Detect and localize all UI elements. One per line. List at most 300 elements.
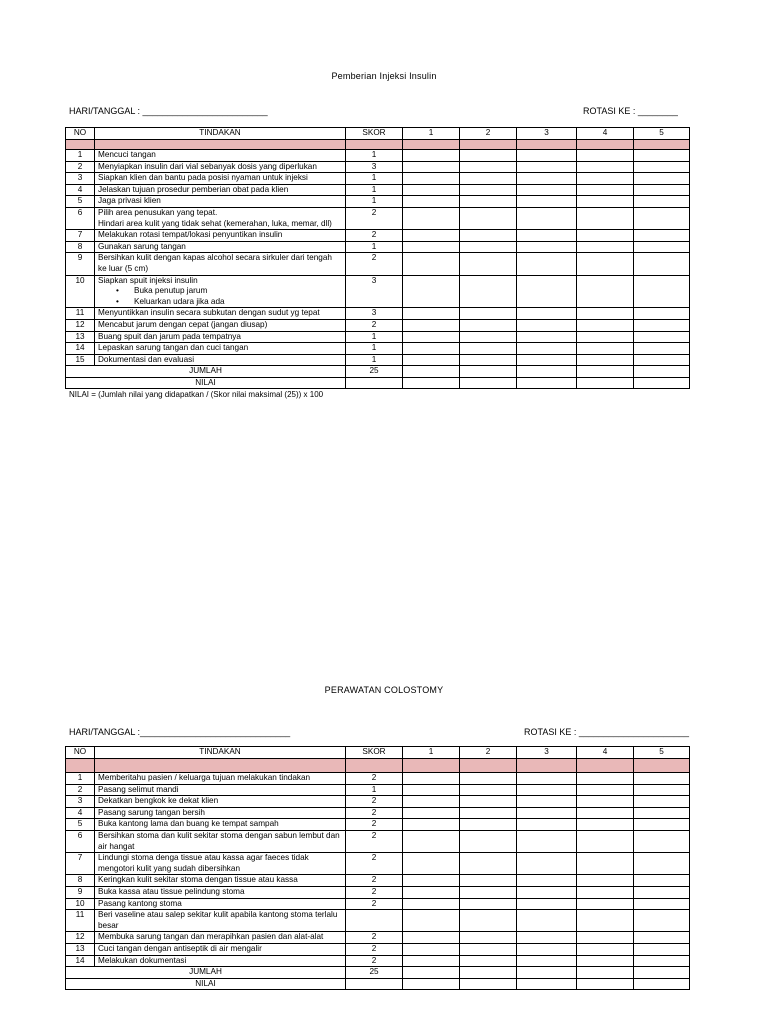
step-score: 2 [346, 773, 403, 785]
rotation-2-score-cell[interactable] [460, 173, 517, 185]
header-tindakan: TINDAKAN [95, 128, 346, 140]
rotation-2-score-cell[interactable] [460, 253, 517, 275]
rotation-2-score-cell[interactable] [460, 910, 517, 932]
form1-date-field[interactable]: HARI/TANGGAL : _________________________ [69, 106, 268, 116]
step-score: 2 [346, 830, 403, 852]
step-number: 11 [66, 308, 95, 320]
rotation-4-score-cell[interactable] [577, 308, 634, 320]
step-number: 4 [66, 807, 95, 819]
step-action-text: Membuka sarung tangan dan merapihkan pasien dan alat-alat [98, 932, 324, 942]
form1-title: Pemberian Injeksi Insulin [331, 71, 437, 81]
rotation-5-score-cell[interactable] [634, 196, 690, 208]
rotation-1-score-cell[interactable] [403, 955, 460, 967]
step-number: 3 [66, 796, 95, 808]
step-score: 1 [346, 241, 403, 253]
rotation-5-score-cell[interactable] [634, 207, 690, 229]
grade-cell-1[interactable] [403, 978, 460, 990]
rotation-4-score-cell[interactable] [577, 343, 634, 355]
rotation-2-score-cell[interactable] [460, 308, 517, 320]
rotation-3-score-cell[interactable] [517, 184, 577, 196]
rotation-1-score-cell[interactable] [403, 207, 460, 229]
step-number: 10 [66, 275, 95, 308]
rotation-3-score-cell[interactable] [517, 308, 577, 320]
rotation-3-score-cell[interactable] [517, 955, 577, 967]
table-row [66, 150, 690, 162]
table-row [66, 807, 690, 819]
grade-cell-1[interactable] [403, 377, 460, 389]
table-row [66, 354, 690, 366]
total-row [66, 967, 690, 979]
rotation-4-score-cell[interactable] [577, 354, 634, 366]
rotation-3-score-cell[interactable] [517, 354, 577, 366]
grade-cell-3[interactable] [517, 377, 577, 389]
total-cell-4[interactable] [577, 366, 634, 378]
step-action-text: Buka kantong lama dan buang ke tempat sampah [98, 819, 279, 829]
header-rotation-2: 2 [460, 128, 517, 140]
rotation-3-score-cell[interactable] [517, 253, 577, 275]
rotation-5-score-cell[interactable] [634, 275, 690, 308]
rotation-4-score-cell[interactable] [577, 932, 634, 944]
rotation-3-score-cell[interactable] [517, 150, 577, 162]
step-action-text: Dokumentasi dan evaluasi [98, 354, 195, 364]
rotation-1-score-cell[interactable] [403, 184, 460, 196]
step-action [95, 796, 346, 808]
form2-rotation-field[interactable]: ROTASI KE : ______________________ [524, 727, 689, 737]
rotation-3-score-cell[interactable] [517, 207, 577, 229]
step-number: 5 [66, 819, 95, 831]
step-sub-item-text: Keluarkan udara jika ada [134, 296, 225, 306]
grade-label: NILAI [66, 377, 346, 389]
step-action [95, 932, 346, 944]
total-cell-1[interactable] [403, 366, 460, 378]
rotation-1-score-cell[interactable] [403, 253, 460, 275]
rotation-4-score-cell[interactable] [577, 161, 634, 173]
step-action-text: Jaga privasi klien [98, 196, 161, 206]
rotation-2-score-cell[interactable] [460, 241, 517, 253]
rotation-3-score-cell[interactable] [517, 784, 577, 796]
rotation-4-score-cell[interactable] [577, 230, 634, 242]
step-number: 13 [66, 943, 95, 955]
step-number: 9 [66, 886, 95, 898]
step-number: 1 [66, 150, 95, 162]
rotation-5-score-cell[interactable] [634, 955, 690, 967]
rotation-3-score-cell[interactable] [517, 161, 577, 173]
highlight-row [66, 140, 690, 150]
grade-cell-2[interactable] [460, 978, 517, 990]
total-cell-3[interactable] [517, 967, 577, 979]
grade-cell-2[interactable] [460, 377, 517, 389]
table-row [66, 898, 690, 910]
step-action-text: Buang spuit dan jarum pada tempatnya [98, 331, 241, 341]
step-action [95, 319, 346, 331]
rotation-1-score-cell[interactable] [403, 308, 460, 320]
step-number: 8 [66, 875, 95, 887]
rotation-1-score-cell[interactable] [403, 853, 460, 875]
step-action [95, 853, 346, 875]
step-action-text: Menyuntikkan insulin secara subkutan dengan sudut yg tepat [98, 308, 320, 318]
table-row [66, 853, 690, 875]
step-score: 1 [346, 196, 403, 208]
rotation-2-score-cell[interactable] [460, 331, 517, 343]
total-cell-3[interactable] [517, 366, 577, 378]
rotation-4-score-cell[interactable] [577, 910, 634, 932]
highlight-row [66, 759, 690, 773]
rotation-5-score-cell[interactable] [634, 910, 690, 932]
rotation-2-score-cell[interactable] [460, 830, 517, 852]
step-score: 1 [346, 331, 403, 343]
rotation-3-score-cell[interactable] [517, 343, 577, 355]
total-cell-2[interactable] [460, 366, 517, 378]
rotation-1-score-cell[interactable] [403, 331, 460, 343]
step-score: 2 [346, 932, 403, 944]
rotation-4-score-cell[interactable] [577, 331, 634, 343]
form2-checklist-table [65, 746, 690, 990]
rotation-3-score-cell[interactable] [517, 807, 577, 819]
table-row [66, 308, 690, 320]
step-number: 6 [66, 207, 95, 229]
step-action-text: Cuci tangan dengan antiseptik di air mengalir [98, 943, 262, 953]
step-score: 2 [346, 875, 403, 887]
header-skor: SKOR [346, 128, 403, 140]
rotation-1-score-cell[interactable] [403, 173, 460, 185]
step-action [95, 331, 346, 343]
rotation-3-score-cell[interactable] [517, 196, 577, 208]
rotation-3-score-cell[interactable] [517, 319, 577, 331]
rotation-1-score-cell[interactable] [403, 319, 460, 331]
step-score: 3 [346, 161, 403, 173]
rotation-5-score-cell[interactable] [634, 343, 690, 355]
step-action [95, 807, 346, 819]
rotation-3-score-cell[interactable] [517, 173, 577, 185]
step-action-text: Beri vaseline atau salep sekitar kulit apabila kantong stoma terlalu besar [98, 910, 338, 930]
rotation-2-score-cell[interactable] [460, 943, 517, 955]
rotation-2-score-cell[interactable] [460, 161, 517, 173]
step-action-text: Pasang sarung tangan bersih [98, 807, 205, 817]
rotation-2-score-cell[interactable] [460, 898, 517, 910]
rotation-3-score-cell[interactable] [517, 853, 577, 875]
total-cell-4[interactable] [577, 967, 634, 979]
rotation-3-score-cell[interactable] [517, 886, 577, 898]
table-row [66, 173, 690, 185]
step-score: 2 [346, 207, 403, 229]
rotation-5-score-cell[interactable] [634, 853, 690, 875]
rotation-5-score-cell[interactable] [634, 932, 690, 944]
table-row [66, 331, 690, 343]
rotation-1-score-cell[interactable] [403, 932, 460, 944]
rotation-4-score-cell[interactable] [577, 275, 634, 308]
grade-cell-4[interactable] [577, 978, 634, 990]
rotation-1-score-cell[interactable] [403, 784, 460, 796]
rotation-3-score-cell[interactable] [517, 898, 577, 910]
rotation-1-score-cell[interactable] [403, 161, 460, 173]
rotation-1-score-cell[interactable] [403, 343, 460, 355]
table-row [66, 275, 690, 308]
rotation-5-score-cell[interactable] [634, 807, 690, 819]
step-action [95, 173, 346, 185]
rotation-2-score-cell[interactable] [460, 784, 517, 796]
table-row [66, 773, 690, 785]
step-action-text: Keringkan kulit sekitar stoma dengan tissue atau kassa [98, 875, 298, 885]
rotation-1-score-cell[interactable] [403, 230, 460, 242]
form2-title: PERAWATAN COLOSTOMY [324, 685, 444, 695]
rotation-4-score-cell[interactable] [577, 898, 634, 910]
rotation-2-score-cell[interactable] [460, 853, 517, 875]
rotation-1-score-cell[interactable] [403, 886, 460, 898]
rotation-5-score-cell[interactable] [634, 241, 690, 253]
rotation-3-score-cell[interactable] [517, 875, 577, 887]
rotation-2-score-cell[interactable] [460, 343, 517, 355]
header-rotation-2: 2 [460, 747, 517, 759]
rotation-3-score-cell[interactable] [517, 943, 577, 955]
rotation-4-score-cell[interactable] [577, 943, 634, 955]
rotation-5-score-cell[interactable] [634, 253, 690, 275]
step-number: 8 [66, 241, 95, 253]
table-row [66, 830, 690, 852]
rotation-4-score-cell[interactable] [577, 955, 634, 967]
grade-cell-5[interactable] [634, 377, 690, 389]
table-row [66, 196, 690, 208]
rotation-1-score-cell[interactable] [403, 354, 460, 366]
rotation-1-score-cell[interactable] [403, 796, 460, 808]
step-number: 9 [66, 253, 95, 275]
header-rotation-4: 4 [577, 747, 634, 759]
step-action-text: Mencuci tangan [98, 150, 156, 159]
rotation-4-score-cell[interactable] [577, 319, 634, 331]
rotation-3-score-cell[interactable] [517, 796, 577, 808]
step-action [95, 275, 346, 308]
step-action [95, 207, 346, 229]
step-number: 4 [66, 184, 95, 196]
step-action [95, 253, 346, 275]
rotation-1-score-cell[interactable] [403, 196, 460, 208]
step-score: 2 [346, 853, 403, 875]
rotation-4-score-cell[interactable] [577, 819, 634, 831]
step-number: 10 [66, 898, 95, 910]
grade-cell-5[interactable] [634, 978, 690, 990]
rotation-1-score-cell[interactable] [403, 830, 460, 852]
grade-formula: NILAI = (Jumlah nilai yang didapatkan / (Skor nilai maksimal (25)) x 100 [69, 390, 324, 399]
rotation-2-score-cell[interactable] [460, 886, 517, 898]
header-rotation-1: 1 [403, 128, 460, 140]
rotation-2-score-cell[interactable] [460, 807, 517, 819]
rotation-3-score-cell[interactable] [517, 819, 577, 831]
form1-rotation-field[interactable]: ROTASI KE : ________ [583, 106, 678, 116]
header-rotation-4: 4 [577, 128, 634, 140]
step-score: 2 [346, 807, 403, 819]
rotation-4-score-cell[interactable] [577, 150, 634, 162]
step-action [95, 230, 346, 242]
rotation-5-score-cell[interactable] [634, 230, 690, 242]
rotation-3-score-cell[interactable] [517, 275, 577, 308]
step-number: 3 [66, 173, 95, 185]
step-action-text: Pilih area penusukan yang tepat. [98, 207, 218, 217]
rotation-1-score-cell[interactable] [403, 819, 460, 831]
step-action [95, 241, 346, 253]
step-number: 14 [66, 955, 95, 967]
rotation-1-score-cell[interactable] [403, 875, 460, 887]
step-action [95, 161, 346, 173]
grade-label: NILAI [66, 978, 346, 990]
step-sub-item [98, 297, 342, 308]
rotation-5-score-cell[interactable] [634, 886, 690, 898]
rotation-2-score-cell[interactable] [460, 275, 517, 308]
rotation-2-score-cell[interactable] [460, 354, 517, 366]
step-number: 14 [66, 343, 95, 355]
step-action [95, 898, 346, 910]
rotation-4-score-cell[interactable] [577, 853, 634, 875]
rotation-4-score-cell[interactable] [577, 773, 634, 785]
grade-cell-4[interactable] [577, 377, 634, 389]
step-action [95, 910, 346, 932]
rotation-5-score-cell[interactable] [634, 150, 690, 162]
rotation-1-score-cell[interactable] [403, 150, 460, 162]
rotation-2-score-cell[interactable] [460, 207, 517, 229]
step-action [95, 184, 346, 196]
step-action [95, 150, 346, 162]
rotation-2-score-cell[interactable] [460, 932, 517, 944]
step-score: 2 [346, 796, 403, 808]
step-score: 2 [346, 319, 403, 331]
rotation-2-score-cell[interactable] [460, 150, 517, 162]
form2-date-field[interactable]: HARI/TANGGAL :______________________________ [69, 727, 291, 737]
step-score [346, 910, 403, 932]
step-score: 1 [346, 184, 403, 196]
rotation-2-score-cell[interactable] [460, 319, 517, 331]
rotation-3-score-cell[interactable] [517, 773, 577, 785]
rotation-1-score-cell[interactable] [403, 898, 460, 910]
step-score: 2 [346, 943, 403, 955]
rotation-4-score-cell[interactable] [577, 875, 634, 887]
rotation-3-score-cell[interactable] [517, 331, 577, 343]
step-number: 15 [66, 354, 95, 366]
rotation-3-score-cell[interactable] [517, 932, 577, 944]
rotation-4-score-cell[interactable] [577, 207, 634, 229]
total-score: 25 [346, 967, 403, 979]
step-action-text: Gunakan sarung tangan [98, 241, 186, 251]
step-action-text: Lindungi stoma denga tissue atau kassa agar faeces tidak mengotori kulit yang sudah dibersihkan [98, 853, 309, 873]
header-rotation-1: 1 [403, 747, 460, 759]
grade-score [346, 377, 403, 389]
rotation-5-score-cell[interactable] [634, 331, 690, 343]
step-number: 5 [66, 196, 95, 208]
rotation-5-score-cell[interactable] [634, 319, 690, 331]
rotation-2-score-cell[interactable] [460, 819, 517, 831]
total-cell-5[interactable] [634, 967, 690, 979]
header-skor: SKOR [346, 747, 403, 759]
rotation-5-score-cell[interactable] [634, 898, 690, 910]
step-action [95, 196, 346, 208]
rotation-3-score-cell[interactable] [517, 910, 577, 932]
step-sub-item-text: Buka penutup jarum [134, 286, 208, 296]
header-rotation-5: 5 [634, 747, 690, 759]
rotation-2-score-cell[interactable] [460, 875, 517, 887]
rotation-5-score-cell[interactable] [634, 173, 690, 185]
rotation-4-score-cell[interactable] [577, 173, 634, 185]
rotation-4-score-cell[interactable] [577, 807, 634, 819]
rotation-4-score-cell[interactable] [577, 253, 634, 275]
rotation-4-score-cell[interactable] [577, 196, 634, 208]
rotation-1-score-cell[interactable] [403, 910, 460, 932]
rotation-3-score-cell[interactable] [517, 230, 577, 242]
rotation-4-score-cell[interactable] [577, 886, 634, 898]
rotation-5-score-cell[interactable] [634, 773, 690, 785]
grade-row [66, 978, 690, 990]
grade-cell-3[interactable] [517, 978, 577, 990]
rotation-4-score-cell[interactable] [577, 784, 634, 796]
step-score: 2 [346, 898, 403, 910]
table-header-row [66, 128, 690, 140]
rotation-2-score-cell[interactable] [460, 230, 517, 242]
rotation-1-score-cell[interactable] [403, 807, 460, 819]
total-cell-5[interactable] [634, 366, 690, 378]
step-action-text: Bersihkan stoma dan kulit sekitar stoma dengan sabun lembut dan air hangat [98, 830, 340, 851]
step-score: 1 [346, 343, 403, 355]
rotation-4-score-cell[interactable] [577, 241, 634, 253]
step-action [95, 943, 346, 955]
step-number: 12 [66, 319, 95, 331]
rotation-2-score-cell[interactable] [460, 955, 517, 967]
step-action [95, 875, 346, 887]
rotation-5-score-cell[interactable] [634, 184, 690, 196]
step-score: 1 [346, 354, 403, 366]
step-action [95, 773, 346, 785]
step-action-text: Pasang selimut mandi [98, 784, 179, 794]
rotation-1-score-cell[interactable] [403, 275, 460, 308]
step-number: 13 [66, 331, 95, 343]
header-no: NO [66, 747, 95, 759]
table-row [66, 207, 690, 229]
step-action [95, 354, 346, 366]
rotation-2-score-cell[interactable] [460, 184, 517, 196]
table-row [66, 241, 690, 253]
rotation-5-score-cell[interactable] [634, 875, 690, 887]
step-action-text: Pasang kantong stoma [98, 898, 182, 908]
step-number: 2 [66, 784, 95, 796]
rotation-1-score-cell[interactable] [403, 773, 460, 785]
rotation-4-score-cell[interactable] [577, 796, 634, 808]
total-row [66, 366, 690, 378]
rotation-2-score-cell[interactable] [460, 773, 517, 785]
step-action-text: Mencabut jarum dengan cepat (jangan diusap) [98, 319, 268, 329]
rotation-5-score-cell[interactable] [634, 830, 690, 852]
table-row [66, 875, 690, 887]
rotation-1-score-cell[interactable] [403, 241, 460, 253]
table-row [66, 796, 690, 808]
rotation-3-score-cell[interactable] [517, 830, 577, 852]
total-cell-2[interactable] [460, 967, 517, 979]
total-cell-1[interactable] [403, 967, 460, 979]
rotation-5-score-cell[interactable] [634, 354, 690, 366]
rotation-5-score-cell[interactable] [634, 819, 690, 831]
rotation-5-score-cell[interactable] [634, 784, 690, 796]
total-label: JUMLAH [66, 366, 346, 378]
table-row [66, 343, 690, 355]
rotation-2-score-cell[interactable] [460, 196, 517, 208]
rotation-3-score-cell[interactable] [517, 241, 577, 253]
rotation-4-score-cell[interactable] [577, 184, 634, 196]
rotation-4-score-cell[interactable] [577, 830, 634, 852]
step-number: 11 [66, 910, 95, 932]
rotation-1-score-cell[interactable] [403, 943, 460, 955]
header-rotation-3: 3 [517, 747, 577, 759]
step-action-note: Hindari area kulit yang tidak sehat (kemerahan, luka, memar, dll) [98, 218, 332, 228]
rotation-2-score-cell[interactable] [460, 796, 517, 808]
rotation-5-score-cell[interactable] [634, 308, 690, 320]
rotation-5-score-cell[interactable] [634, 943, 690, 955]
rotation-5-score-cell[interactable] [634, 161, 690, 173]
step-action-text: Menyiapkan insulin dari vial sebanyak dosis yang diperlukan [98, 161, 317, 171]
rotation-5-score-cell[interactable] [634, 796, 690, 808]
